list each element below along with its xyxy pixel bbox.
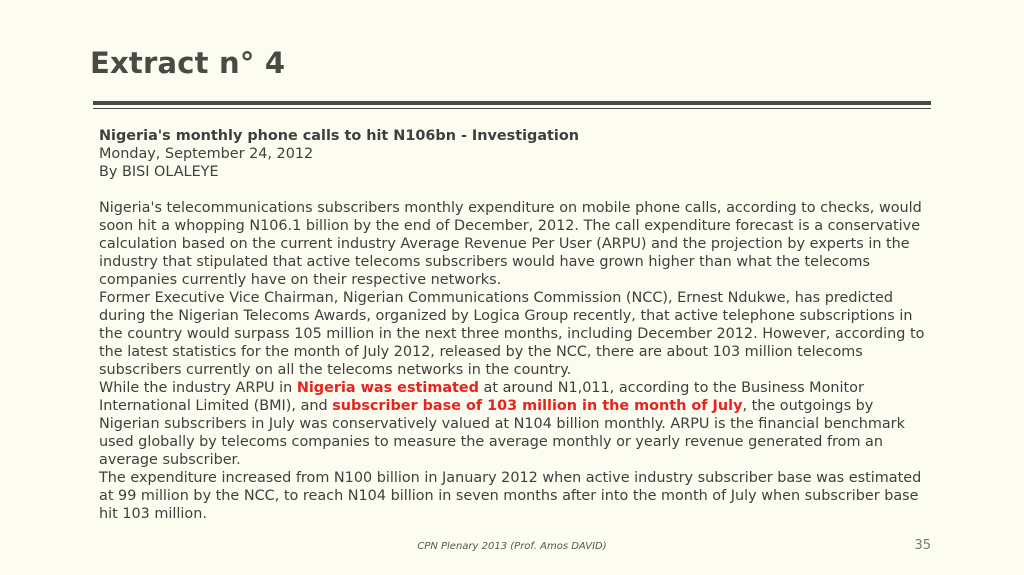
- article-headline: Nigeria's monthly phone calls to hit N106bn - Investigation: [99, 128, 579, 144]
- slide-title: Extract n° 4: [90, 46, 286, 80]
- highlight-nigeria-estimated: Nigeria was estimated: [296, 380, 479, 396]
- highlight-subscriber-base: subscriber base of 103 million in the month of July: [332, 398, 743, 414]
- article-paragraph-4: The expenditure increased from N100 billion in January 2012 when active industry subscriber base was estimated at 99 million by the NCC, to reach N104 billion in seven months after into the month of July when subscriber base hit 103 million.: [99, 470, 922, 522]
- article-byline: By BISI OLALEYE: [99, 164, 219, 180]
- article-body: [99, 127, 929, 523]
- article-date: Monday, September 24, 2012: [99, 146, 314, 162]
- paragraph-3-text-c: , the outgoings by Nigerian subscribers in July was conservatively valued at N104 billion monthly. ARPU is the financial benchmark used globally by telecoms companies to measure the average monthly or yearly revenue generated from an average subscriber.: [99, 398, 905, 468]
- title-divider-thin: [93, 108, 931, 109]
- article-paragraph-3: [99, 379, 929, 469]
- paragraph-3-text-b: at around N1,011, according to the Business Monitor International Limited (BMI), and: [99, 380, 864, 414]
- page-number: 35: [914, 538, 931, 553]
- article-paragraph-2: Former Executive Vice Chairman, Nigerian Communications Commission (NCC), Ernest Ndukwe, has predicted during the Nigerian Telecoms Awards, organized by Logica Group recently, that active telephone subscriptions in the country would surpass 105 million in the next three months, including December 2012. However, according to the latest statistics for the month of July 2012, released by the NCC, there are about 103 million telecoms subscribers currently on all the telecoms networks in the country.: [99, 290, 925, 378]
- paragraph-3-text-a: While the industry ARPU in: [99, 380, 297, 396]
- article-paragraph-1: Nigeria's telecommunications subscribers monthly expenditure on mobile phone calls, according to checks, would soon hit a whopping N106.1 billion by the end of December, 2012. The call expenditure forecast is a conservative calculation based on the current industry Average Revenue Per User (ARPU) and the projection by experts in the industry that stipulated that active telecoms subscribers would have grown higher than what the telecoms companies currently have on their respective networks.: [99, 200, 922, 288]
- slide-footer: CPN Plenary 2013 (Prof. Amos DAVID): [417, 541, 607, 552]
- paragraph-spacer: [99, 181, 929, 199]
- title-divider-thick: [93, 101, 931, 105]
